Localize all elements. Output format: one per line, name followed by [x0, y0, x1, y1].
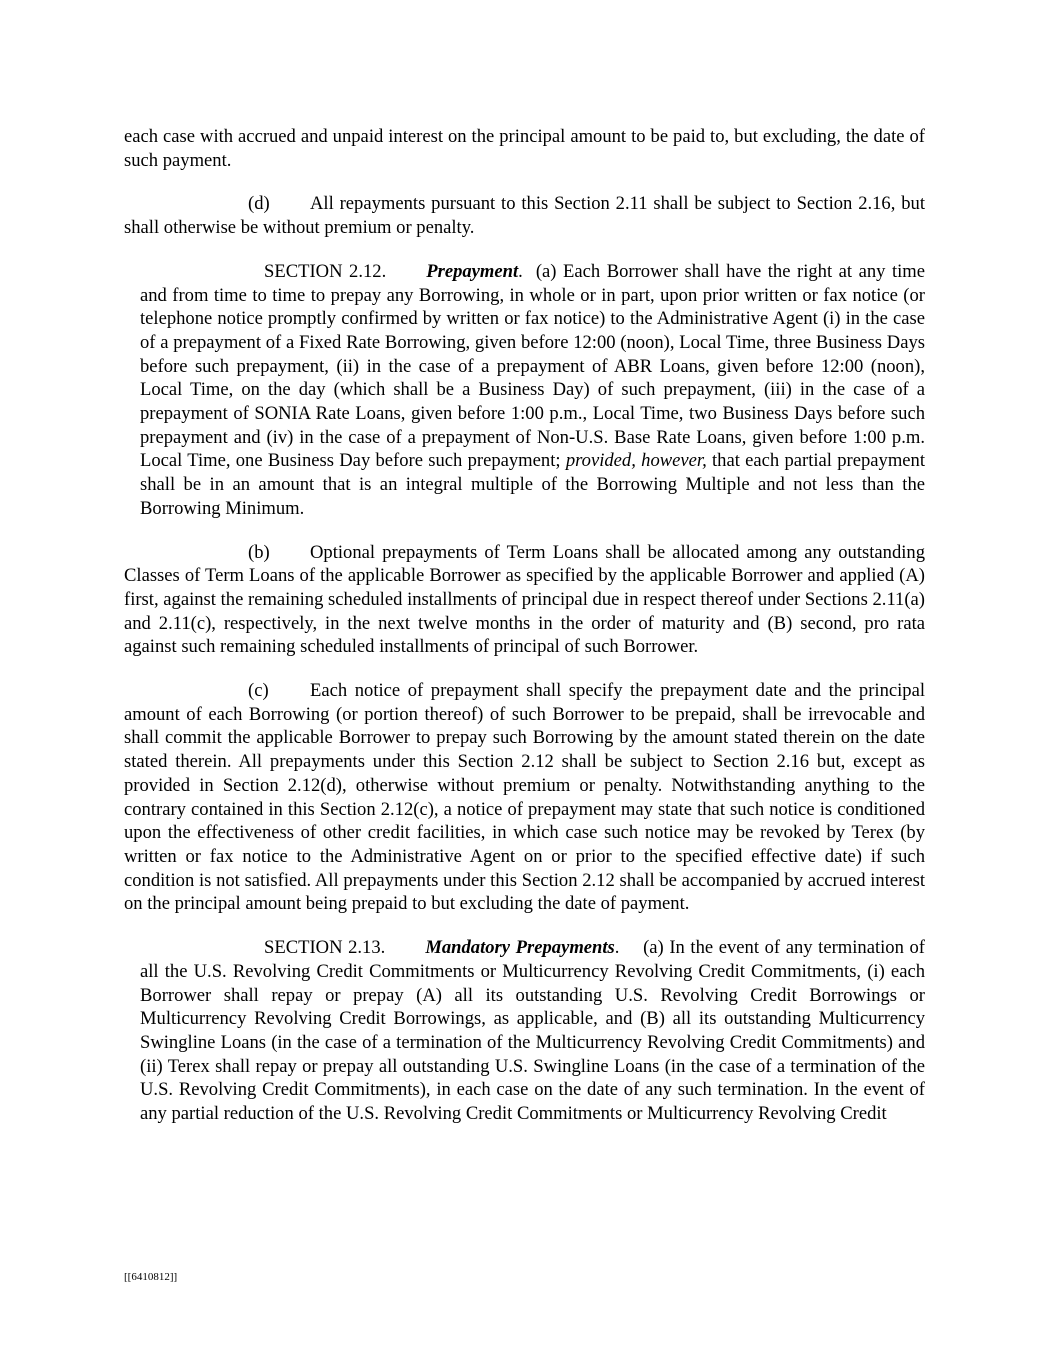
section-2-13: SECTION 2.13. Mandatory Prepayments. (a) In the event of any termination of all the U.S. Revolving Credit Commitments or Multicurrency Revolving Credit Commitments, (i) each Borrower shall repay or prepay (A) all its outstanding U.S. Revolving Credit Borrowings or Multicurrency Revolving Credit Borrowings, as applicable, and (B) all its outstanding Multicurrency Swingline Loans (in the case of a termination of the Multicurrency Revolving Credit Commitments) and (ii) Terex shall repay or prepay all outstanding U.S. Swingline Loans (in the case of a termination of the U.S. Revolving Credit Commitments), in each case on the date of any such termination. In the event of any partial reduction of the U.S. Revolving Credit Commitments or Multicurrency Revolving Credit [140, 937, 925, 1125]
paragraph-label: (b) [248, 541, 270, 563]
paragraph-label: (d) [248, 193, 270, 215]
section-title: Prepayment [426, 260, 519, 282]
paragraph-text: each case with accrued and unpaid interest on the principal amount to be paid to, but excluding, the date of such payment. [124, 126, 925, 171]
section-text: (a) Each Borrower shall have the right at any time and from time to time to prepay any Borrowing, in whole or in part, upon prior written or fax notice (or telephone notice promptly confirmed by written or fax notice) to the Administrative Agent (i) in the case of a prepayment of a Fixed Rate Borrowing, given before 12:00 (noon), Local Time, three Business Days before such prepayment, (ii) in the case of a prepayment of ABR Loans, given before 12:00 (noon), Local Time, on the day (which shall be a Business Day) of such prepayment, (iii) in the case of a prepayment of SONIA Rate Loans, given before 1:00 p.m., Local Time, two Business Days before such prepayment and (iv) in the case of a prepayment of Non-U.S. Base Rate Loans, given before 1:00 p.m. Local Time, one Business Day before such prepayment; [140, 260, 926, 472]
section-text: (a) In the event of any termination of all the U.S. Revolving Credit Commitments or Multicurrency Revolving Credit Commitments, (i) each Borrower shall repay or prepay (A) all its outstanding U.S. Revolving Credit Borrowings or Multicurrency Revolving Credit Borrowings, as applicable, and (B) all its outstanding Multicurrency Swingline Loans (in the case of a termination of the Multicurrency Revolving Credit Commitments) and (ii) Terex shall repay or prepay all outstanding U.S. Swingline Loans (in the case of a termination of the U.S. Revolving Credit Commitments), in each case on the date of any such termination. In the event of any partial reduction of the U.S. Revolving Credit Commitments or Multicurrency Revolving Credit [140, 937, 925, 1125]
paragraph-text: Optional prepayments of Term Loans shall be allocated among any outstanding Classes of Term Loans of the applicable Borrower as specified by the applicable Borrower and applied (A) first, against the remaining scheduled installments of principal due in respect thereof under Sections 2.11(a) and 2.11(c), respectively, in the next twelve months in the order of maturity and (B) second, pro rata against such remaining scheduled installments of principal of such Borrower. [124, 541, 925, 658]
paragraph-label: (c) [248, 680, 269, 702]
document-body [124, 125, 925, 1146]
paragraph-d [124, 192, 925, 239]
document-footer-id: [[6410812]] [124, 1271, 178, 1283]
paragraph-continuation [124, 125, 925, 172]
paragraph-c [124, 679, 925, 916]
section-text-cont: that each partial prepayment shall be in an amount that is an integral multiple of the Borrowing Multiple and not less than the Borrowing Minimum. [140, 450, 926, 519]
proviso-text: provided, however, [565, 450, 707, 472]
paragraph-b [124, 541, 925, 660]
section-title: Mandatory Prepayments [425, 937, 615, 959]
section-number: SECTION 2.13. [264, 937, 386, 959]
section-number: SECTION 2.12. [264, 260, 387, 282]
section-2-12: SECTION 2.12. Prepayment. (a) Each Borrower shall have the right at any time and from time to time to prepay any Borrowing, in whole or in part, upon prior written or fax notice (or telephone notice promptly confirmed by written or fax notice) to the Administrative Agent (i) in the case of a prepayment of a Fixed Rate Borrowing, given before 12:00 (noon), Local Time, three Business Days before such prepayment, (ii) in the case of a prepayment of ABR Loans, given before 12:00 (noon), Local Time, on the day (which shall be a Business Day) of such prepayment, (iii) in the case of a prepayment of SONIA Rate Loans, given before 1:00 p.m., Local Time, two Business Days before such prepayment and (iv) in the case of a prepayment of Non-U.S. Base Rate Loans, given before 1:00 p.m. Local Time, one Business Day before such prepayment; provided, however, that each partial prepayment shall be in an amount that is an integral multiple of the Borrowing Multiple and not less than the Borrowing Minimum. [140, 260, 926, 519]
paragraph-text: Each notice of prepayment shall specify the prepayment date and the principal amount of each Borrowing (or portion thereof) of such Borrower to be prepaid, shall be irrevocable and shall commit the applicable Borrower to prepay such Borrowing by the amount stated therein on the date stated therein. All prepayments under this Section 2.12 shall be subject to Section 2.16 but, except as provided in Section 2.12(d), otherwise without premium or penalty. Notwithstanding anything to the contrary contained in this Section 2.12(c), a notice of prepayment may state that such notice is conditioned upon the effectiveness of other credit facilities, in which case such notice may be revoked by Terex (by written or fax notice to the Administrative Agent on or prior to the specified effective date) if such condition is not satisfied. All prepayments under this Section 2.12 shall be accompanied by accrued interest on the principal amount being prepaid to but excluding the date of payment. [124, 680, 925, 915]
paragraph-text: All repayments pursuant to this Section 2.11 shall be subject to Section 2.16, but shall otherwise be without premium or penalty. [124, 193, 925, 239]
